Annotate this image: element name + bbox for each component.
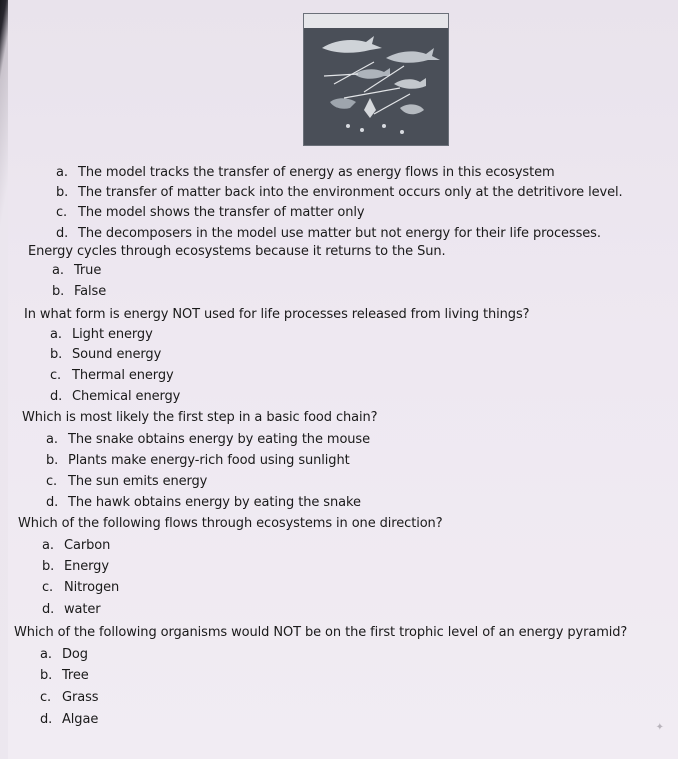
q4-option-c-text: The sun emits energy <box>68 474 208 489</box>
q4-option-c <box>46 474 207 489</box>
q1-option-c-text: The model shows the transfer of matter only <box>78 205 365 220</box>
q6-option-b-letter: b. <box>40 668 53 683</box>
q1-option-a-letter: a. <box>56 165 68 180</box>
q4-option-d <box>46 495 361 510</box>
q2-option-b-text: False <box>74 284 107 299</box>
ocean-food-web-image <box>303 13 449 146</box>
q3-option-b <box>50 347 161 362</box>
q1-option-d-text: The decomposers in the model use matter but not energy for their life processes. <box>78 226 601 241</box>
q1-option-b <box>56 185 623 200</box>
q1-option-c-letter: c. <box>56 205 68 220</box>
q1-option-b-text: The transfer of matter back into the environment occurs only at the detritivore level. <box>78 185 623 200</box>
q6-option-d-text: Algae <box>62 712 99 727</box>
worksheet-page <box>8 0 678 759</box>
q1-option-c <box>56 205 365 220</box>
q5-option-b <box>42 559 109 574</box>
q6-option-a-text: Dog <box>62 647 88 662</box>
q5-option-b-letter: b. <box>42 559 55 574</box>
q4-option-a-text: The snake obtains energy by eating the mouse <box>68 432 371 447</box>
q3-option-c-letter: c. <box>50 368 62 383</box>
q2-option-a-text: True <box>74 263 102 278</box>
q3-option-a-text: Light energy <box>72 327 153 342</box>
q5-option-a-letter: a. <box>42 538 54 553</box>
q5-option-c-text: Nitrogen <box>64 580 120 595</box>
q3-option-d-text: Chemical energy <box>72 389 181 404</box>
q6-option-b <box>40 668 89 683</box>
q4-option-b-text: Plants make energy-rich food using sunlight <box>68 453 350 468</box>
q1-option-d <box>56 226 601 241</box>
q3-option-d-letter: d. <box>50 389 63 404</box>
q2-option-b-letter: b. <box>52 284 65 299</box>
q4-option-c-letter: c. <box>46 474 58 489</box>
q2-option-a <box>52 263 101 278</box>
q1-option-b-letter: b. <box>56 185 69 200</box>
q2-question: Energy cycles through ecosystems because it returns to the Sun. <box>28 244 446 259</box>
q5-option-b-text: Energy <box>64 559 109 574</box>
q3-option-d <box>50 389 180 404</box>
q2-option-b <box>52 284 106 299</box>
q4-option-d-text: The hawk obtains energy by eating the snake <box>68 495 361 510</box>
q5-option-a-text: Carbon <box>64 538 111 553</box>
q4-option-b-letter: b. <box>46 453 59 468</box>
q4-option-a-letter: a. <box>46 432 58 447</box>
q4-question: Which is most likely the first step in a basic food chain? <box>22 410 378 425</box>
q6-option-c <box>40 690 98 705</box>
sparkle-icon: ✦ <box>655 722 664 733</box>
q3-option-b-letter: b. <box>50 347 63 362</box>
q6-option-b-text: Tree <box>62 668 89 683</box>
q2-option-a-letter: a. <box>52 263 64 278</box>
q3-option-a <box>50 327 153 342</box>
food-web-illustration <box>304 14 448 145</box>
q6-question: Which of the following organisms would NOT be on the first trophic level of an energy pyramid? <box>14 625 628 640</box>
q1-option-d-letter: d. <box>56 226 69 241</box>
q6-option-d <box>40 712 98 727</box>
q6-option-c-text: Grass <box>62 690 99 705</box>
q3-option-c <box>50 368 174 383</box>
q1-option-a <box>56 165 555 180</box>
q3-option-b-text: Sound energy <box>72 347 162 362</box>
q5-option-c <box>42 580 119 595</box>
q6-option-a <box>40 647 88 662</box>
q3-option-c-text: Thermal energy <box>72 368 174 383</box>
q3-question: In what form is energy NOT used for life processes released from living things? <box>24 307 530 322</box>
q4-option-a <box>46 432 370 447</box>
q5-option-c-letter: c. <box>42 580 54 595</box>
q5-option-d-letter: d. <box>42 602 55 617</box>
q3-option-a-letter: a. <box>50 327 62 342</box>
q6-option-d-letter: d. <box>40 712 53 727</box>
q5-option-d <box>42 602 101 617</box>
q4-option-b <box>46 453 350 468</box>
q5-option-d-text: water <box>64 602 101 617</box>
q5-question: Which of the following flows through ecosystems in one direction? <box>18 516 443 531</box>
q1-option-a-text: The model tracks the transfer of energy as energy flows in this ecosystem <box>78 165 555 180</box>
q6-option-c-letter: c. <box>40 690 52 705</box>
q4-option-d-letter: d. <box>46 495 59 510</box>
q6-option-a-letter: a. <box>40 647 52 662</box>
q5-option-a <box>42 538 110 553</box>
